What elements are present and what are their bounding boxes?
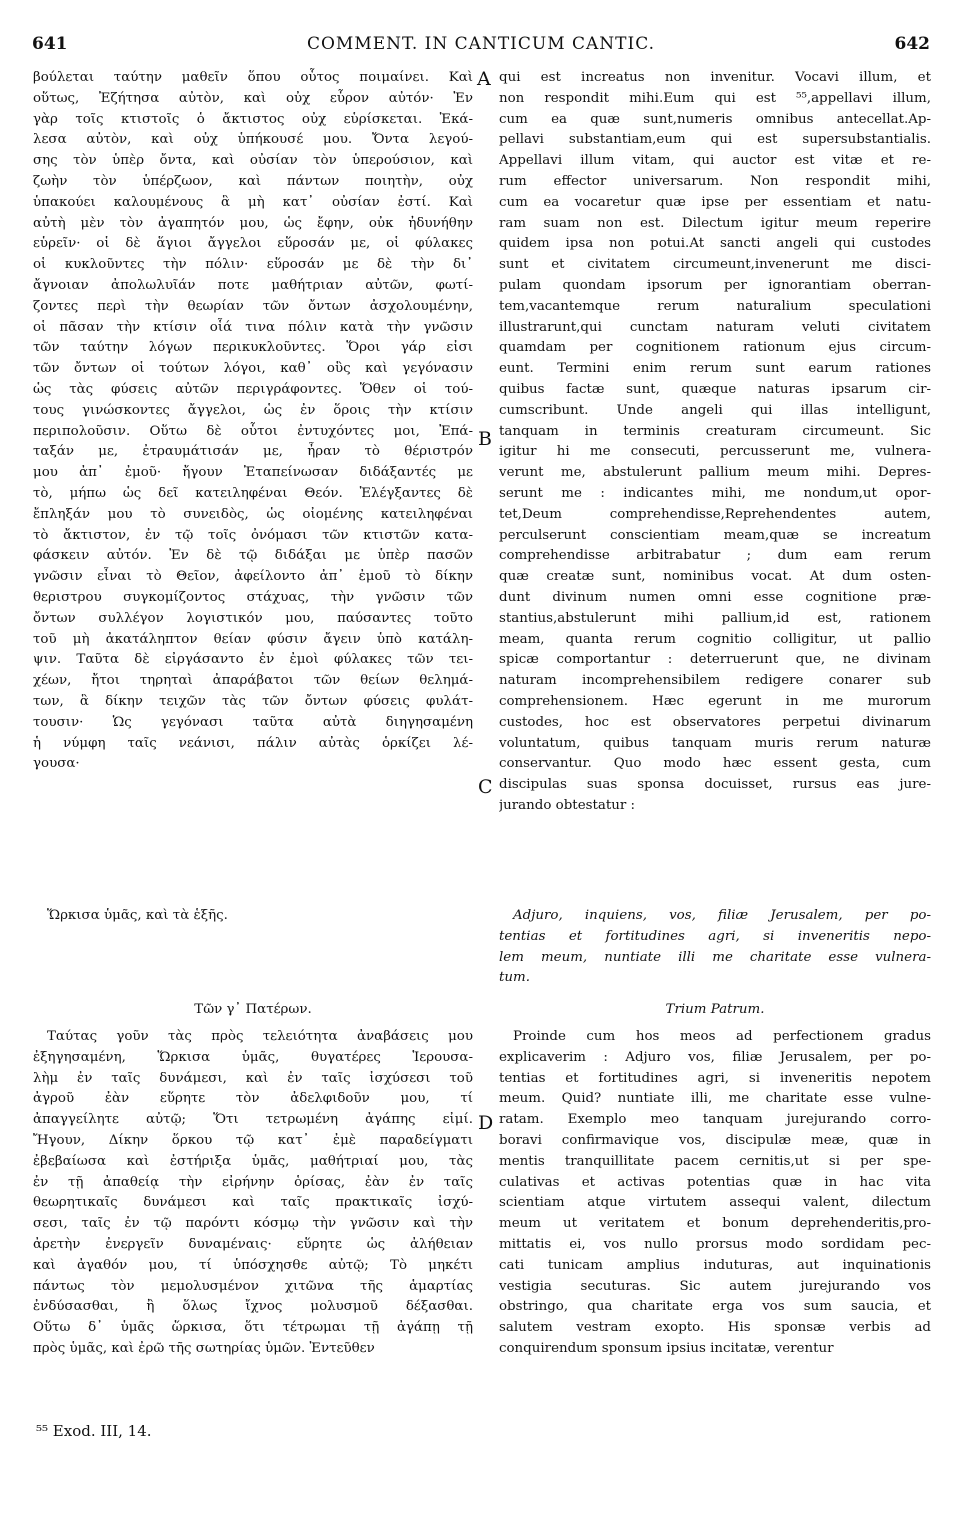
latin-text-line: mentis tranquillitate pacem cernitis,ut si per spe- [499, 1153, 931, 1169]
latin-lemma-line: Adjuro, inquiens, vos, filiæ Jerusalem, per po- [513, 908, 931, 923]
latin-text-line: serunt me : indicantes mihi, me nondum,ut opor- [499, 485, 931, 501]
greek-text-line: ψιν. Ταῦτα δὲ εἰργάσαντο ἐν ἐμοὶ φύλακες τῶν τει- [33, 652, 473, 668]
latin-text-line: culativas et activas potentias quæ in hac vita [499, 1174, 931, 1190]
margin-marker-b: B [478, 428, 492, 450]
greek-text-line: Ἤγουν, Δίκην ὅρκου τῷ κατ᾽ ἐμὲ παραδείγματι [33, 1132, 473, 1148]
latin-text-line: igitur hi me consecuti, percusserunt me, vulnera- [499, 444, 931, 460]
greek-text-line: σης τὸν ὑπὲρ ὄντα, καὶ οὐσίαν τὸν ὑπερούσιον, καὶ [33, 153, 473, 169]
greek-text-line: καὶ ἀγαθόν μου, τί ὑπόσχησθε αὐτῷ; Τὸ μηκέτι [33, 1257, 473, 1273]
greek-text-line: γὰρ τοῖς κτιστοῖς ὁ ἄκτιστος οὐχ εὑρίσκεται. Ἐκά- [33, 111, 473, 127]
greek-text-line: ἀρετὴν ἐνεργεῖν δυναμέναις· εὕρητε ὡς ἀλήθειαν [33, 1236, 473, 1252]
latin-column-lower [499, 1027, 931, 1360]
greek-text-line: ζωὴν τὸν ὑπέρζωον, καὶ πάντων ποιητὴν, οὐχ [33, 173, 473, 189]
greek-section-heading: Τῶν γ᾽ Πατέρων. [194, 1002, 312, 1017]
greek-text-line: περιπολοῦσιν. Οὕτω δὲ οὗτοι ἐντυχόντες μοι, Ἐπά- [33, 423, 473, 439]
latin-lemma-line: lem meum, nuntiate illi me charitate esse vulnera- [499, 949, 931, 965]
greek-text-line: λὴμ ἐν ταῖς δυνάμεσι, καὶ ἐν ταῖς ἰσχύσεσι τοῦ [33, 1070, 473, 1086]
latin-text-line: conservantur. Quo modo hæc essent gesta, cum [499, 756, 931, 772]
greek-text-line: βούλεται ταύτην μαθεῖν ὅπου οὗτος ποιμαίνει. Καὶ [33, 70, 473, 85]
greek-text-line: ἐβεβαίωσα καὶ ἐστήριξα ὑμᾶς, μαθήτριαί μου, τὰς [33, 1153, 473, 1169]
latin-text-line: naturam incomprehensibilem redigere conarer sub [499, 673, 931, 689]
greek-text-line: θεωρητικαῖς δυνάμεσι καὶ ταῖς πρακτικαῖς ἰσχύ- [33, 1195, 473, 1211]
greek-text-line: ὄντων συλλέγον λογιστικόν μου, παύσαντες τοῦτο [33, 610, 473, 626]
greek-lemma: Ὥρκισα ὑμᾶς, καὶ τὰ ἑξῆς. [47, 908, 228, 923]
latin-text-line: conquirendum sponsum ipsius incitatæ, verentur [499, 1340, 834, 1356]
greek-text-line: φάσκειν αὐτόν. Ἐν δὲ τῷ διδάξαι με ὑπὲρ πασῶν [33, 548, 473, 564]
latin-text-line: custodes, hoc est observatores perpetui divinarum [499, 714, 931, 730]
latin-text-line: ratam. Exemplo meo tanquam jurejurando corro- [499, 1112, 931, 1128]
latin-text-line: pellavi substantiam,eum qui est supersubstantialis. [499, 132, 931, 148]
latin-text-line: dunt divinum numen omni esse cognitione præ- [499, 589, 931, 605]
latin-text-line: cumscribunt. Unde angeli qui illas intelligunt, [499, 402, 931, 418]
latin-text-line: verunt me, abstulerunt pallium meum mihi. Depres- [499, 465, 931, 481]
greek-text-line: ζοντες περὶ τὴν θεωρίαν τῶν ὄντων ἀσχολουμένην, [33, 298, 473, 314]
greek-text-line: ὡς τὰς φύσεις αὐτῶν περιγράφοντες. Ὅθεν οἱ τού- [33, 381, 473, 397]
latin-text-line: meum. Quid? nuntiate illi, me charitate esse vulne- [499, 1091, 931, 1107]
latin-text-line: perculserunt conscientiam meam,quæ se increatum [499, 527, 931, 543]
greek-text-line: εὑρεῖν· οἱ δὲ ἅγιοι ἄγγελοι εὕροσάν με, οἱ φύλακες [33, 236, 473, 252]
running-title: COMMENT. IN CANTICUM CANTIC. [306, 34, 656, 54]
latin-text-line: Proinde cum hos meos ad perfectionem gradus [513, 1029, 931, 1044]
greek-text-line: τῶν ταύτην λόγων περικυκλοῦντες. Ὅροι γάρ εἰσι [33, 340, 473, 356]
greek-text-line: γνῶσιν εἶναι τὸ Θεῖον, ἀφείλοντο ἀπ᾽ ἐμοῦ τὸ δίκην [33, 569, 473, 585]
greek-text-line: ἄγνοιαν ἀπολωλυῖάν ποτε μαθήτριαν αὐτῶν, φωτί- [33, 277, 473, 293]
latin-text-line: scientiam atque virtutem assequi valent, dilectum [499, 1195, 931, 1211]
greek-text-line: οὕτως, Ἐζήτησα αὐτὸν, καὶ οὐχ εὗρον αὐτόν· Ἐν [33, 90, 473, 106]
latin-text-line: non respondit mihi.Eum qui est ⁵⁵,appellavi illum, [499, 90, 931, 106]
latin-text-line: rum effector universarum. Non respondit mihi, [499, 173, 931, 189]
latin-text-line: quidem ipsa non potui.At sancti angeli qui custodes [499, 236, 931, 252]
greek-text-line: τὸ, μήπω ὡς δεῖ κατειληφέναι Θεόν. Ἐλέγξαντες δὲ [33, 485, 473, 501]
latin-text-line: obstringo, qua charitate erga vos sum saucia, et [499, 1299, 931, 1315]
latin-text-line: tanquam in terminis creaturam circumeunt. Sic [499, 423, 931, 439]
greek-text-line: ὑπακούει καλουμένους ἃ μὴ κατ᾽ οὐσίαν ἐστί. Καὶ [33, 194, 473, 210]
latin-text-line: mittatis ei, vos nullo prorsus modo sordidam pec- [499, 1236, 931, 1252]
margin-marker-c: C [478, 776, 493, 798]
greek-text-line: Οὕτω δ᾽ ὑμᾶς ὥρκισα, ὅτι τέτρωμαι τῇ ἀγάπῃ τῇ [33, 1320, 473, 1336]
latin-text-line: ram suam non est. Dilectum igitur meum reperire [499, 215, 931, 231]
greek-text-line: των, ἃ δίκην τειχῶν τὰς τῶν ὄντων φύσεις φυλάτ- [33, 693, 473, 709]
latin-text-line: tentias et fortitudines agri, si inveneritis nepotem [499, 1070, 931, 1086]
latin-text-line: pulam quondam ipsorum per ignorantiam oberran- [499, 277, 931, 293]
latin-section-heading: Trium Patrum. [665, 1002, 765, 1017]
margin-marker-d: D [478, 1112, 494, 1134]
greek-column-upper [33, 68, 473, 775]
latin-text-line: qui est increatus non invenitur. Vocavi illum, et [499, 70, 931, 85]
greek-text-line: οἱ κυκλοῦντες τὴν πόλιν· εὕροσάν με δὲ τὴν δι᾽ [33, 257, 473, 273]
greek-text-line: τὸ ἄκτιστον, ἐν τῷ τοῖς ὀνόμασι τῶν κτιστῶν κατα- [33, 527, 473, 543]
greek-column-lower [33, 1027, 473, 1360]
latin-text-line: salutem vestram exopto. His sponsæ verbis ad [499, 1320, 931, 1336]
greek-text-line: τοῦ μὴ ἀκατάληπτον θείαν φύσιν ἄγειν ὑπὸ κατάλη- [33, 631, 473, 647]
latin-text-line: voluntatum, quibus tanquam muris rerum naturæ [499, 735, 931, 751]
latin-text-line: stantius,abstulerunt mihi pallium,id est, rationem [499, 610, 931, 626]
page-header [32, 30, 930, 60]
greek-text-line: λεσα αὐτὸν, καὶ οὐχ ὑπήκουσέ μου. Ὄντα λεγού- [33, 132, 473, 148]
latin-column-upper [499, 68, 931, 817]
latin-text-line: meum ut veritatem et bonum deprehenderitis,pro- [499, 1216, 931, 1232]
greek-text-line: ἡ νύμφη ταῖς νεάνισι, πάλιν αὐτὰς ὁρκίζει λέ- [33, 735, 473, 751]
footnote: ⁵⁵ Exod. III, 14. [36, 1422, 152, 1440]
latin-text-line: meam, quanta rerum cognitio colligitur, ut pallio [499, 631, 931, 647]
latin-text-line: cum ea vocaretur quæ ipse per essentiam et natu- [499, 194, 931, 210]
latin-text-line: spicæ comportantur : deterruerunt que, ne divinam [499, 652, 931, 668]
greek-text-line: Ταύτας γοῦν τὰς πρὸς τελειότητα ἀναβάσεις μου [47, 1029, 473, 1044]
latin-text-line: comprehensionem. Hæc egerunt in me murorum [499, 693, 931, 709]
latin-text-line: quamdam per cognitionem rationum ejus circum- [499, 340, 931, 356]
page-number-right: 642 [894, 34, 930, 54]
greek-text-line: ταξάν με, ἐτραυμάτισάν με, ἦραν τὸ θέριστρόν [33, 444, 473, 460]
latin-text-line: illustrarunt,qui cunctam naturam veluti civitatem [499, 319, 931, 335]
greek-text-line: τουσιν· Ὡς γεγόνασι ταῦτα αὐτὰ διηγησαμένη [33, 714, 473, 730]
latin-text-line: Appellavi illum vitam, qui auctor est vitæ et re- [499, 153, 931, 169]
greek-text-line: μου ἀπ᾽ ἐμοῦ· ἤγουν Ἐταπείνωσαν διδάξαντές με [33, 465, 473, 481]
greek-text-line: πρὸς ὑμᾶς, καὶ ἐρῶ τῆς σωτηρίας ὑμῶν. Ἐντεῦθεν [33, 1340, 375, 1356]
greek-text-line: ἔπληξάν μου τὸ συνειδὸς, ὡς οἰομένης κατειληφέναι [33, 506, 473, 522]
latin-text-line: jurando obtestatur : [499, 797, 636, 813]
latin-text-line: cati tunicam amplius induturas, aut inquinationis [499, 1257, 931, 1273]
latin-text-line: quæ creatæ sunt, nominibus vocat. At dum osten- [499, 569, 931, 585]
greek-text-line: σεσι, ταῖς ἐν τῷ παρόντι κόσμῳ τὴν γνῶσιν καὶ τὴν [33, 1216, 473, 1232]
greek-text-line: αὐτὴ μὲν τὸν ἀγαπητόν μου, ὡς ἔφην, οὐκ ἠδυνήθην [33, 215, 473, 231]
latin-text-line: eunt. Termini enim rerum sunt earum rationes [499, 361, 931, 377]
greek-text-line: γουσα· [33, 756, 80, 772]
latin-text-line: boravi confirmavique vos, discipulæ meæ, quæ in [499, 1132, 931, 1148]
greek-text-line: θεριστρου συγκομίζοντος στάχυας, τὴν γνῶσιν τῶν [33, 589, 473, 605]
greek-text-line: ἀπαγγείλητε αὐτῷ; Ὅτι τετρωμένη ἀγάπης εἰμί. [33, 1112, 473, 1128]
latin-text-line: comprehendisse arbitrabatur ; dum eam rerum [499, 548, 931, 564]
greek-text-line: οἱ πᾶσαν τὴν κτίσιν οἷά τινα πόλιν κατὰ τὴν γνῶσιν [33, 319, 473, 335]
latin-text-line: tet,Deum comprehendisse,Reprehendentes autem, [499, 506, 931, 522]
greek-text-line: τους γινώσκοντες ἄγγελοι, ὡς ἐν ὅροις τὴν κτίσιν [33, 402, 473, 418]
latin-text-line: quibus factæ sunt, quæque naturas ipsarum cir- [499, 381, 931, 397]
latin-text-line: tem,vacantemque rerum naturalium speculationi [499, 298, 931, 314]
latin-text-line: cum ea quæ sunt,numeris omnibus antecellat.Ap- [499, 111, 931, 127]
latin-lemma-line: tentias et fortitudines agri, si inveneritis nepo- [499, 928, 931, 944]
greek-text-line: ἐξηγησαμένη, Ὥρκισα ὑμᾶς, θυγατέρες Ἱερουσα- [33, 1049, 473, 1065]
margin-marker-a: A [477, 68, 491, 90]
greek-text-line: ἀγροῦ ἐὰν εὕρητε τὸν ἀδελφιδοῦν μου, τί [33, 1091, 473, 1107]
page-number-left: 641 [32, 34, 68, 54]
latin-text-line: vestigia secuturas. Sic autem jurejurando vos [499, 1278, 931, 1294]
greek-text-line: ἐν τῇ ἀπαθείᾳ τὴν εἰρήνην ὁρίσας, ἐὰν ἐν ταῖς [33, 1174, 473, 1190]
greek-text-line: χέων, ἤτοι τηρηταὶ ἀπαράβατοι τῶν θείων θελημά- [33, 673, 473, 689]
latin-lemma-line: tum. [499, 970, 530, 986]
latin-lemma [499, 906, 931, 989]
latin-text-line: sunt et civitatem circumeunt,invenerunt me disci- [499, 257, 931, 273]
latin-text-line: discipulas suas sponsa docuisset, rursus eas jure- [499, 777, 931, 793]
greek-text-line: πάντως τὸν μεμολυσμένον χιτῶνα τῆς ἁμαρτίας [33, 1278, 473, 1294]
greek-text-line: τῶν ὄντων οἱ τούτων λόγοι, καθ᾽ οὓς καὶ γεγόνασιν [33, 361, 473, 377]
latin-text-line: explicaverim : Adjuro vos, filiæ Jerusalem, per po- [499, 1049, 931, 1065]
greek-text-line: ἐνδύσασθαι, ἢ ὅλως ἴχνος μολυσμοῦ δέξασθαι. [33, 1299, 473, 1315]
